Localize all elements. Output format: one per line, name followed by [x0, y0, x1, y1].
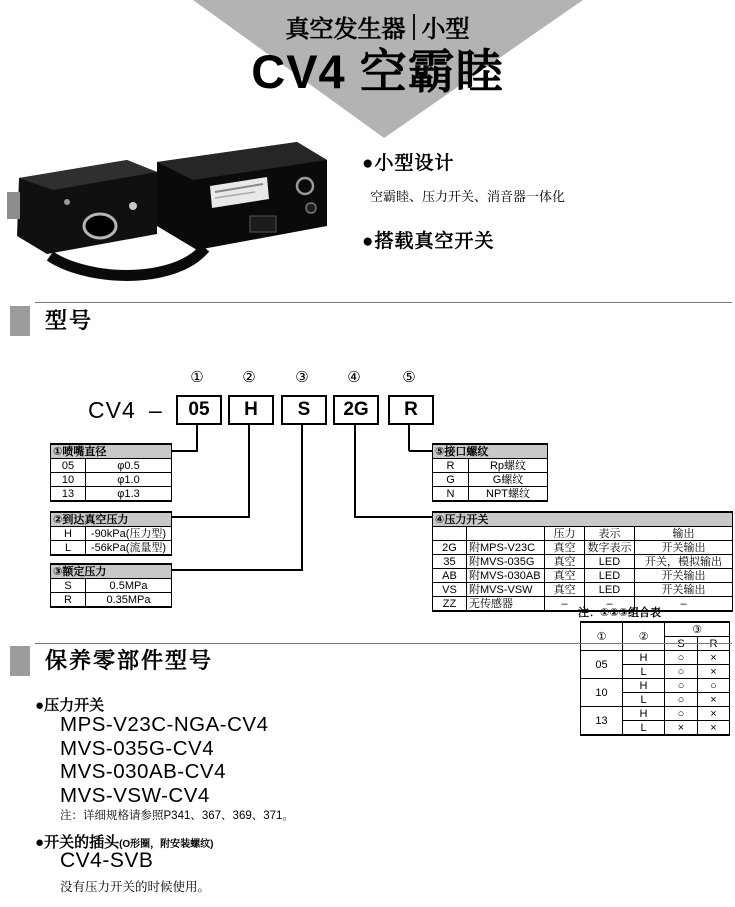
table-row: [51, 541, 172, 556]
code-num-3: ③: [295, 369, 309, 386]
col-header: [467, 527, 545, 541]
connector-line: [409, 450, 432, 452]
table-cell: 开关输出: [635, 569, 733, 583]
table-cell: ×: [698, 693, 730, 707]
table-cell: 附MVS-030AB: [467, 569, 545, 583]
table-cell: L: [51, 541, 86, 556]
table-cell: L: [623, 721, 665, 736]
model-prefix: CV4: [88, 397, 136, 423]
connector-line: [172, 569, 303, 571]
table-cell: ×: [698, 665, 730, 679]
cable-graphic: [50, 248, 205, 275]
table-row: [51, 579, 172, 593]
combination-table: [580, 621, 730, 736]
code-box-nozzle: 05: [176, 395, 222, 425]
table-cell: 数字表示: [585, 541, 635, 555]
code-num-1: ①: [190, 369, 204, 386]
pressure-switch-table: [432, 511, 733, 612]
plug-heading-text: 开关的插头: [44, 834, 120, 851]
connector-line: [248, 425, 250, 517]
product-photo: [5, 130, 345, 288]
table-cell: ○: [665, 693, 698, 707]
bullet-icon: ●: [362, 153, 375, 174]
col-header: 输出: [635, 527, 733, 541]
right-device-port: [306, 203, 316, 213]
feature-1-title: [362, 148, 455, 175]
table-row: [433, 555, 733, 569]
part-number: MVS-030AB-CV4: [60, 760, 227, 783]
table-cell: ○: [665, 679, 698, 693]
table-cell: LED: [585, 583, 635, 597]
connector-line: [301, 425, 303, 570]
table-cell: –: [585, 597, 635, 612]
feature-2-text: 搭载真空开关: [374, 231, 495, 252]
table-cell: R: [433, 459, 469, 473]
part-number: MVS-035G-CV4: [60, 737, 215, 760]
pressure-switch-heading: [35, 694, 104, 715]
pressure-switch-heading-text: 压力开关: [44, 697, 105, 714]
bullet-icon: ●: [35, 697, 45, 714]
col-header: ①: [581, 622, 623, 651]
table-row: [433, 569, 733, 583]
table-cell: 开关输出: [635, 583, 733, 597]
table-cell: S: [51, 579, 86, 593]
table-cell: H: [623, 707, 665, 721]
combo-table-note: 注：①②③组合表: [578, 607, 661, 619]
feature-2-title: [362, 226, 495, 253]
table-cell: L: [623, 693, 665, 707]
table-cell: AB: [433, 569, 467, 583]
table-cell: 10: [581, 679, 623, 707]
table-row: [51, 487, 172, 502]
table-cell: 2G: [433, 541, 467, 555]
table-header-row: [433, 527, 733, 541]
code-box-thread: R: [388, 395, 434, 425]
table-cell: R: [51, 593, 86, 608]
plug-part-number: CV4-SVB: [60, 849, 154, 872]
table-row: [433, 541, 733, 555]
col-header: ③: [665, 622, 730, 637]
table-title: ①喷嘴直径: [51, 444, 172, 459]
model-dash: –: [149, 397, 162, 423]
rated-pressure-table: [50, 563, 172, 608]
parts-note: 注：详细规格请参照P341、367、369、371。: [60, 810, 294, 822]
table-row: [433, 583, 733, 597]
vacuum-pressure-table: [50, 511, 172, 556]
table-row: [581, 707, 730, 721]
table-cell: H: [51, 527, 86, 541]
code-box-switch: 2G: [333, 395, 379, 425]
plug-note: 没有压力开关的时候使用。: [60, 880, 211, 894]
table-cell: φ0.5: [86, 459, 172, 473]
part-number: MVS-VSW-CV4: [60, 784, 210, 807]
table-cell: H: [623, 651, 665, 665]
table-cell: 真空: [545, 583, 585, 597]
left-device-screw: [129, 202, 137, 210]
table-cell: ○: [698, 679, 730, 693]
table-cell: -90kPa(压力型): [86, 527, 172, 541]
table-cell: L: [623, 665, 665, 679]
code-box-vacuum: H: [228, 395, 274, 425]
table-title: ②到达真空压力: [51, 512, 172, 527]
connector-line: [354, 425, 356, 517]
connector-line: [172, 516, 250, 518]
table-row: [433, 487, 548, 502]
table-cell: Rp螺纹: [469, 459, 548, 473]
table-cell: ×: [665, 721, 698, 736]
table-row: [51, 473, 172, 487]
table-cell: 13: [581, 707, 623, 736]
table-row: [51, 593, 172, 608]
table-cell: 无传感器: [467, 597, 545, 612]
table-cell: 附MVS-035G: [467, 555, 545, 569]
table-cell: ○: [665, 651, 698, 665]
table-cell: φ1.0: [86, 473, 172, 487]
table-cell: 真空: [545, 569, 585, 583]
table-title: ③额定压力: [51, 564, 172, 579]
left-device-port: [7, 192, 20, 219]
section-rule: [35, 302, 732, 303]
table-cell: 附MVS-VSW: [467, 583, 545, 597]
connector-line: [354, 516, 432, 518]
table-cell: ZZ: [433, 597, 467, 612]
table-cell: 13: [51, 487, 86, 502]
right-device-window: [250, 216, 276, 232]
section-marker: [10, 646, 30, 676]
table-cell: 真空: [545, 541, 585, 555]
left-device-screw: [64, 199, 70, 205]
table-row: [433, 473, 548, 487]
table-cell: 05: [51, 459, 86, 473]
table-cell: H: [623, 679, 665, 693]
table-cell: –: [545, 597, 585, 612]
table-cell: 10: [51, 473, 86, 487]
table-cell: ×: [698, 721, 730, 736]
table-row: [433, 459, 548, 473]
subcategory-label: 小型: [421, 16, 470, 43]
plug-heading-subtext: (O形圈，附安装螺纹): [119, 839, 214, 850]
bullet-icon: ●: [35, 834, 45, 851]
table-cell: 35: [433, 555, 467, 569]
table-cell: NPT螺纹: [469, 487, 548, 502]
code-box-rated: S: [281, 395, 327, 425]
nozzle-diameter-table: [50, 443, 172, 502]
section-marker: [10, 306, 30, 336]
table-cell: φ1.3: [86, 487, 172, 502]
left-device-connector: [84, 214, 116, 238]
table-cell: ×: [698, 651, 730, 665]
connector-line: [196, 425, 198, 451]
section-title-maintenance: 保养零部件型号: [45, 648, 214, 673]
col-header: 压力: [545, 527, 585, 541]
table-row: [51, 459, 172, 473]
table-cell: ○: [665, 707, 698, 721]
table-cell: 开关，模拟输出: [635, 555, 733, 569]
port-thread-table: [432, 443, 548, 502]
code-num-5: ⑤: [402, 369, 416, 386]
page-title: CV4 空霸睦: [251, 45, 504, 98]
category-label: 真空发生器: [285, 16, 406, 43]
col-header: [433, 527, 467, 541]
table-cell: –: [635, 597, 733, 612]
feature-1-desc: 空霸睦、压力开关、消音器一体化: [370, 189, 566, 204]
table-cell: ○: [665, 665, 698, 679]
part-number: MPS-V23C-NGA-CV4: [60, 713, 269, 736]
code-num-4: ④: [347, 369, 361, 386]
connector-line: [172, 450, 198, 452]
table-cell: 05: [581, 651, 623, 679]
table-cell: G: [433, 473, 469, 487]
table-cell: 0.5MPa: [86, 579, 172, 593]
table-cell: 0.35MPa: [86, 593, 172, 608]
table-cell: N: [433, 487, 469, 502]
col-header: 表示: [585, 527, 635, 541]
table-row: [51, 527, 172, 541]
table-cell: 附MPS-V23C: [467, 541, 545, 555]
table-cell: 真空: [545, 555, 585, 569]
table-header-row: [581, 622, 730, 637]
table-row: [581, 679, 730, 693]
bullet-icon: ●: [362, 231, 375, 252]
table-row: [581, 651, 730, 665]
table-title: ⑤接口螺纹: [433, 444, 548, 459]
table-cell: 开关输出: [635, 541, 733, 555]
feature-1-text: 小型设计: [374, 153, 455, 174]
table-cell: LED: [585, 555, 635, 569]
connector-line: [408, 425, 410, 451]
table-cell: G螺纹: [469, 473, 548, 487]
table-cell: ×: [698, 707, 730, 721]
table-cell: VS: [433, 583, 467, 597]
section-title-model: 型号: [45, 308, 94, 333]
col-header: ②: [623, 622, 665, 651]
table-title: ④压力开关: [433, 512, 733, 527]
code-num-2: ②: [242, 369, 256, 386]
table-cell: -56kPa(流量型): [86, 541, 172, 556]
table-cell: LED: [585, 569, 635, 583]
